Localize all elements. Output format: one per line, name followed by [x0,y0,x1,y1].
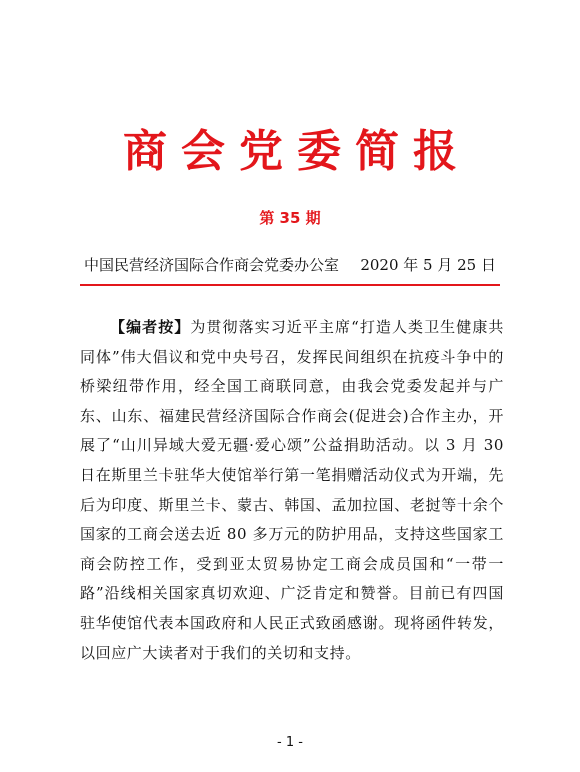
editor-note-label: 【编者按】 [110,318,191,336]
editor-note-paragraph [80,313,504,668]
issue-number: 第 35 期 [259,209,321,227]
issuer-name: 中国民营经济国际合作商会党委办公室 [84,256,340,274]
editor-note-text: 为贯彻落实习近平主席“打造人类卫生健康共同体”伟大倡议和党中央号召，发挥民间组织在抗疫斗争中的桥梁纽带作用，经全国工商联同意，由我会党委发起并与广东、山东、福建民营经济国际合作商会(促进会)合作主办，开展了“山川异域大爱无疆·爱心颂”公益捐助活动。以 3 月 30 日在斯里兰卡驻华大使馆举行第一笔捐赠活动仪式为开端，先后为印度、斯里兰卡、蒙古、韩国、孟加拉国、老挝等十余个国家的工商会送去近 80 多万元的防护用品，支持这些国家工商会防控工作，受到亚太贸易协定工商会成员国和“一带一路”沿线相关国家真切欢迎、广泛肯定和赞誉。目前已有四国驻华使馆代表本国政府和人民正式致函感谢。现将函件转发，以回应广大读者对于我们的关切和支持。 [80,318,504,662]
masthead-title: 商会党委简报 [123,126,471,177]
red-divider-rule [80,284,500,286]
issue-date: 2020 年 5 月 25 日 [360,256,496,274]
issuer-row [84,254,496,276]
page-number: - 1 - [277,735,303,750]
